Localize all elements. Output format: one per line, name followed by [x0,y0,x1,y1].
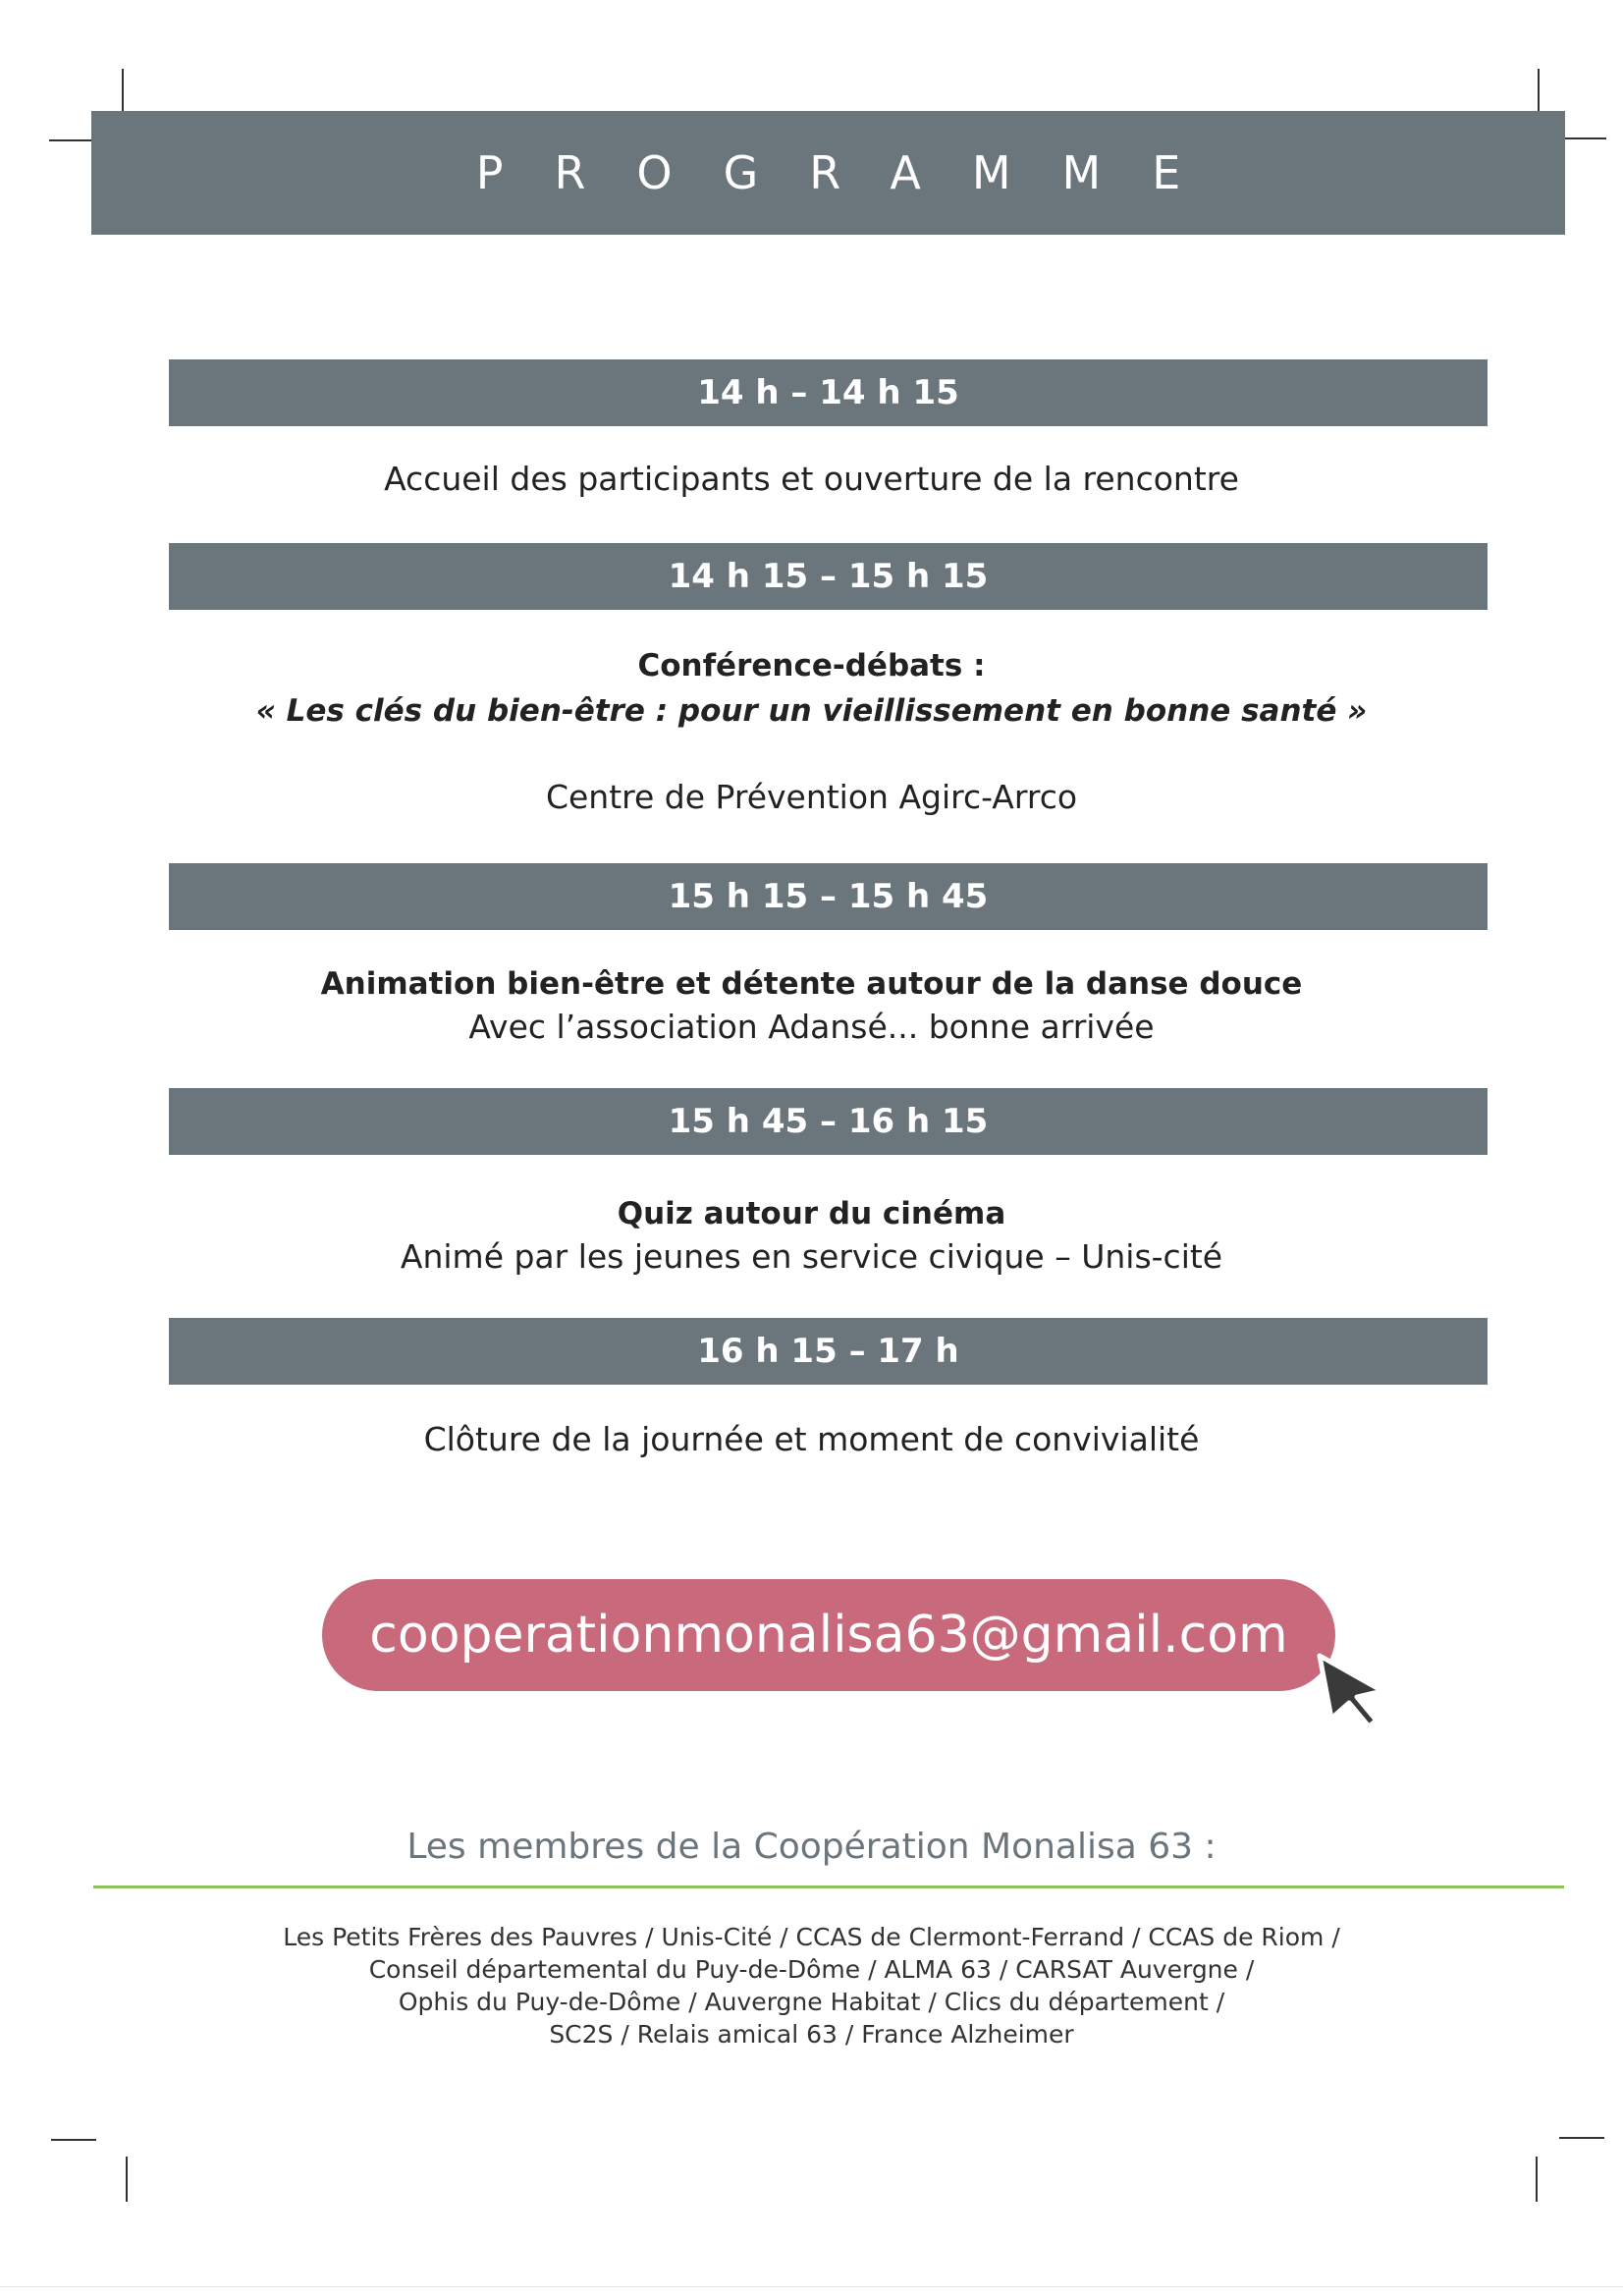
crop-mark [1538,69,1540,114]
session-description: Accueil des participants et ouverture de la rencontre [384,460,1239,498]
crop-mark [126,2157,128,2202]
time-label: 15 h 15 – 15 h 45 [668,877,989,916]
session-title: Quiz autour du cinéma [617,1196,1006,1231]
session-title: Conférence-débats : [637,648,986,683]
time-bar [169,1088,1488,1155]
page-title: PROGRAMME [475,146,1232,199]
session-subtitle: « Les clés du bien-être : pour un vieillissement en bonne santé » [255,693,1368,729]
session-speaker: Centre de Prévention Agirc-Arrco [545,778,1078,816]
email-address: cooperationmonalisa63@gmail.com [369,1606,1288,1665]
time-bar [169,1318,1488,1385]
header-band [91,111,1565,235]
crop-mark [122,69,124,114]
time-bar [169,359,1488,426]
crop-mark [49,139,94,141]
time-label: 14 h 15 – 15 h 15 [668,557,989,596]
time-bar [169,543,1488,610]
email-link[interactable] [322,1579,1335,1691]
time-label: 16 h 15 – 17 h [697,1332,959,1371]
crop-mark [1561,137,1606,139]
cursor-icon [1314,1648,1396,1730]
members-line: Les Petits Frères des Pauvres / Unis-Cité / CCAS de Clermont-Ferrand / CCAS de Riom / [283,1923,1340,1951]
divider [93,1886,1564,1888]
time-label: 15 h 45 – 16 h 15 [668,1102,989,1141]
session-title: Animation bien-être et détente autour de la danse douce [320,966,1303,1002]
crop-mark [1559,2137,1604,2139]
members-heading: Les membres de la Coopération Monalisa 63 : [406,1827,1217,1867]
session-description: Clôture de la journée et moment de convivialité [423,1420,1200,1458]
members-line: Conseil départemental du Puy-de-Dôme / ALMA 63 / CARSAT Auvergne / [368,1955,1255,1984]
crop-mark [1536,2157,1538,2202]
session-description: Avec l’association Adansé... bonne arrivée [468,1008,1155,1046]
crop-mark [51,2139,96,2141]
page-edge-line [0,2286,1623,2287]
session-description: Animé par les jeunes en service civique – Unis-cité [400,1237,1223,1276]
members-line: Ophis du Puy-de-Dôme / Auvergne Habitat / Clics du département / [398,1988,1225,2016]
time-label: 14 h – 14 h 15 [697,373,959,412]
members-line: SC2S / Relais amical 63 / France Alzheimer [549,2020,1074,2049]
time-bar [169,863,1488,930]
